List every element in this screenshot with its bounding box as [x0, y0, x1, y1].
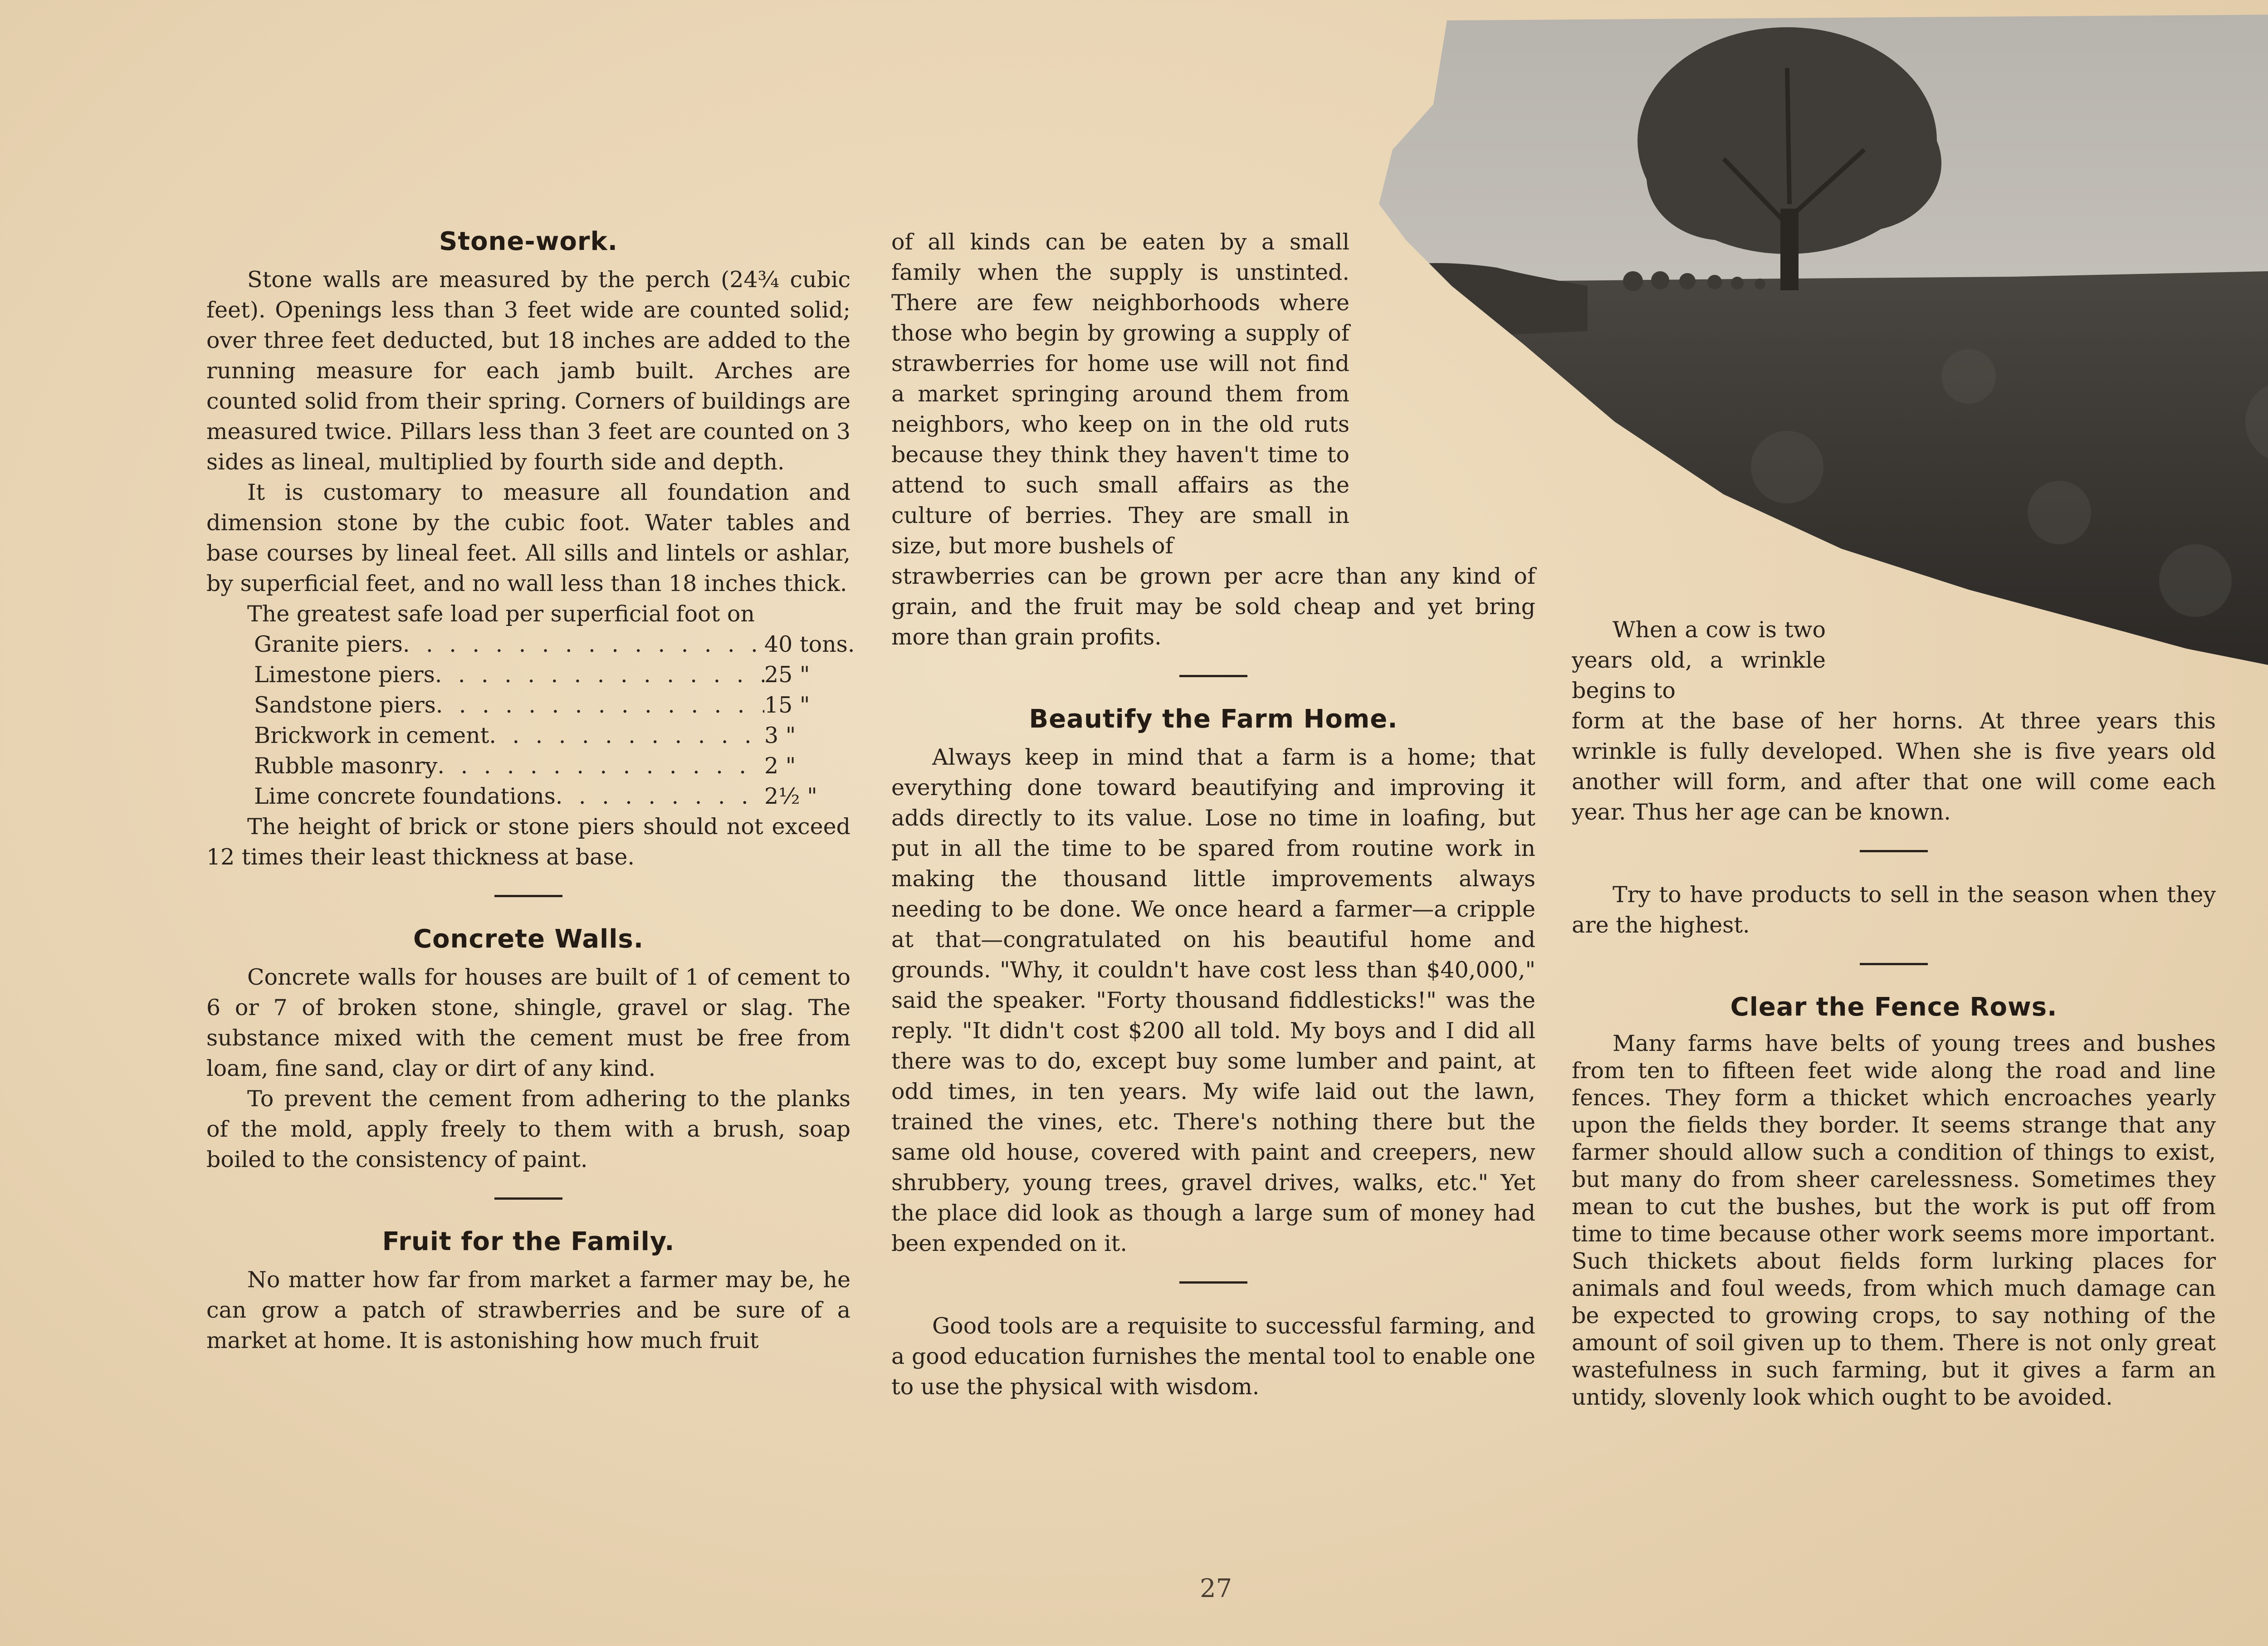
concrete-walls-article — [206, 924, 850, 1175]
load-material: Lime concrete foundations — [254, 783, 556, 809]
beautify-heading: Beautify the Farm Home. — [1029, 704, 1398, 734]
section-divider — [1179, 1281, 1247, 1284]
page-number: 27 — [1200, 1574, 1232, 1603]
fence-rows-paragraph: Many farms have belts of young trees and bushes from ten to fifteen feet wide along the road and line fences. They form a thicket which encroaches yearly upon the fields they border. It seems strange that any farmer should allow such a condition of things to exist, but many do from sheer carelessness. Sometimes they mean to cut the bushes, but the work is put off from time to time because other work seems more important. Such thickets about fields form lurking places for animals and foul weeds, from which much damage can be expected to growing crops, to say nothing of the amount of soil given up to them. There is not only great wastefulness in such farming, but it gives a farm an untidy, slovenly look which ought to be avoided. — [1572, 1031, 2216, 1410]
section-divider — [1860, 963, 1928, 965]
load-material: Sandstone piers — [254, 692, 436, 718]
load-row — [254, 629, 855, 659]
load-value: 15 " — [764, 692, 810, 718]
products-paragraph: Try to have products to sell in the season when they are the highest. — [1572, 882, 2216, 938]
concrete-walls-heading: Concrete Walls. — [413, 924, 644, 954]
column-middle — [891, 227, 1535, 1402]
section-divider — [494, 1197, 562, 1200]
safe-load-table — [254, 629, 855, 811]
fence-rows-article — [1572, 992, 2216, 1411]
section-divider — [494, 895, 562, 897]
beautify-article — [891, 704, 1535, 1259]
stone-work-paragraph-2: It is customary to measure all foundation and dimension stone by the cubic foot. Water tables and base courses by lineal feet. All sills and lintels or ashlar, by superficial feet, and no wall less than 18 inches thick. — [206, 479, 850, 596]
load-value: 2 " — [764, 753, 796, 779]
fence-rows-heading: Clear the Fence Rows. — [1730, 992, 2058, 1022]
cow-paragraph-rest: form at the base of her horns. At three years this wrinkle is fully developed. When she is five years old another will form, and after that one will come each year. Thus her age can be known. — [1572, 708, 2216, 825]
stone-work-closing: The height of brick or stone piers should not exceed 12 times their least thickness at base. — [206, 814, 850, 870]
fruit-family-continued-wide: strawberries can be grown per acre than any kind of grain, and the fruit may be sold cheap and yet bring more than grain profits. — [891, 563, 1535, 650]
load-row — [254, 659, 850, 690]
load-value: 2½ " — [764, 783, 817, 809]
column-right — [1572, 615, 2216, 1411]
load-material: Limestone piers — [254, 662, 435, 688]
load-value: 40 tons. — [764, 631, 855, 657]
good-tools-paragraph: Good tools are a requisite to successful farming, and a good education furnishes the mental tool to enable one to use the physical with wisdom. — [891, 1313, 1535, 1400]
fruit-family-article — [206, 1227, 850, 1356]
load-row — [254, 781, 850, 811]
fruit-family-paragraph: No matter how far from market a farmer may be, he can grow a patch of strawberries and be sure of a market at home. It is astonishing how much fruit — [206, 1267, 850, 1353]
concrete-walls-paragraph-2: To prevent the cement from adhering to the planks of the mold, apply freely to them with a brush, soap boiled to the consistency of paint. — [206, 1086, 850, 1172]
loads-intro: The greatest safe load per superficial foot on — [247, 601, 755, 627]
column-left — [206, 227, 855, 1356]
beautify-paragraph: Always keep in mind that a farm is a home; that everything done toward beautifying and improving it adds directly to its value. Lose no time in loafing, but put in all the time to be spared from routine work in making the thousand little improvements always needing to be done. We once heard a farmer—a cripple at that—congratulated on his beautiful home and grounds. "Why, it couldn't have cost less than $40,000," said the speaker. "Forty thousand fiddlesticks!" was the reply. "It didn't cost $200 all told. My boys and I did all there was to do, except buy some lumber and paint, at odd times, in ten years. My wife laid out the lawn, trained the vines, etc. There's nothing there but the same old house, covered with paint and creepers, new shrubbery, young trees, gravel drives, walks, etc." Yet the place did look as though a large sum of money had been expended on it. — [891, 744, 1535, 1256]
fruit-family-continued-narrow: of all kinds can be eaten by a small family when the supply is unstinted. There are few neighborhoods where those who begin by growing a supply of strawberries for home use will not find a market springing around them from neighbors, who keep on in the old ruts because they think they haven't time to attend to such small affairs as the culture of berries. They are small in size, but more bushels of — [891, 229, 1349, 559]
load-material: Granite piers — [254, 631, 403, 657]
section-divider — [1860, 850, 1928, 852]
load-material: Rubble masonry — [254, 753, 438, 779]
load-row — [254, 720, 850, 751]
stone-work-heading: Stone-work. — [439, 227, 618, 256]
concrete-walls-paragraph-1: Concrete walls for houses are built of 1 of cement to 6 or 7 of broken stone, shingle, gravel or slag. The substance mixed with the cement must be free from loam, fine sand, clay or dirt of any kind. — [206, 964, 850, 1081]
cow-paragraph-narrow: When a cow is two years old, a wrinkle begins to — [1572, 617, 1826, 703]
load-row — [254, 690, 850, 720]
section-divider — [1179, 675, 1247, 677]
stone-work-paragraph-1: Stone walls are measured by the perch (24¾ cubic feet). Openings less than 3 feet wide are counted solid; over three feet deducted, but 18 inches are added to the running measure for each jamb built. Arches are counted solid from their spring. Corners of buildings are measured twice. Pillars less than 3 feet are counted on 3 sides as lineal, multiplied by fourth side and depth. — [206, 267, 850, 475]
stone-work-article — [206, 227, 855, 872]
fruit-family-heading: Fruit for the Family. — [382, 1227, 675, 1256]
load-value: 3 " — [764, 723, 796, 748]
load-material: Brickwork in cement — [254, 723, 489, 748]
load-row — [254, 751, 850, 781]
load-value: 25 " — [764, 662, 810, 688]
